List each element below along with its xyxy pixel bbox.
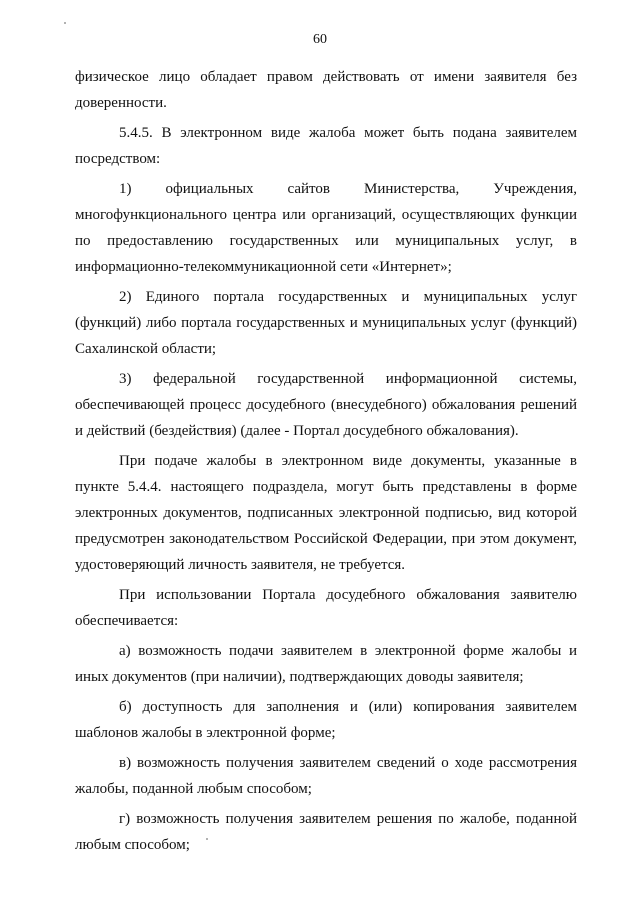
paragraph-electronic-documents: При подаче жалобы в электронном виде документы, указанные в пункте 5.4.4. настоящего подраздела, могут быть представлены в форме электронных документов, подписанных электронной подписью, вид которой предусмотрен законодательством Российской Федерации, при этом документ, удостоверяющий личность заявителя, не требуется. [75, 453, 577, 573]
paragraph-continuation: физическое лицо обладает правом действовать от имени заявителя без доверенности. [75, 69, 577, 111]
page-number: 60 [313, 32, 327, 47]
scan-speck [64, 22, 66, 24]
list-item-1-official-sites: 1) официальных сайтов Министерства, Учреждения, многофункционального центра или организаций, осуществляющих функции по предоставлению государственных или муниципальных услуг, в информационно-телекоммуникационной сети «Интернет»; [75, 181, 577, 275]
list-item-3-federal-system: 3) федеральной государственной информационной системы, обеспечивающей процесс досудебного (внесудебного) обжалования решений и действий (бездействия) (далее - Портал досудебного обжалования). [75, 371, 577, 439]
paragraph-5-4-5: 5.4.5. В электронном виде жалоба может быть подана заявителем посредством: [75, 125, 577, 167]
list-item-a-submission: а) возможность подачи заявителем в электронной форме жалобы и иных документов (при наличии), подтверждающих доводы заявителя; [75, 643, 577, 685]
list-item-b-templates: б) доступность для заполнения и (или) копирования заявителем шаблонов жалобы в электронной форме; [75, 699, 577, 741]
document-body [75, 64, 577, 862]
list-item-g-decision: г) возможность получения заявителем решения по жалобе, поданной любым способом; [75, 811, 577, 853]
list-item-2-unified-portal: 2) Единого портала государственных и муниципальных услуг (функций) либо портала государственных и муниципальных услуг (функций) Сахалинской области; [75, 289, 577, 357]
list-item-v-status: в) возможность получения заявителем сведений о ходе рассмотрения жалобы, поданной любым способом; [75, 755, 577, 797]
paragraph-portal-provisions: При использовании Портала досудебного обжалования заявителю обеспечивается: [75, 587, 577, 629]
scan-speck [206, 838, 208, 840]
